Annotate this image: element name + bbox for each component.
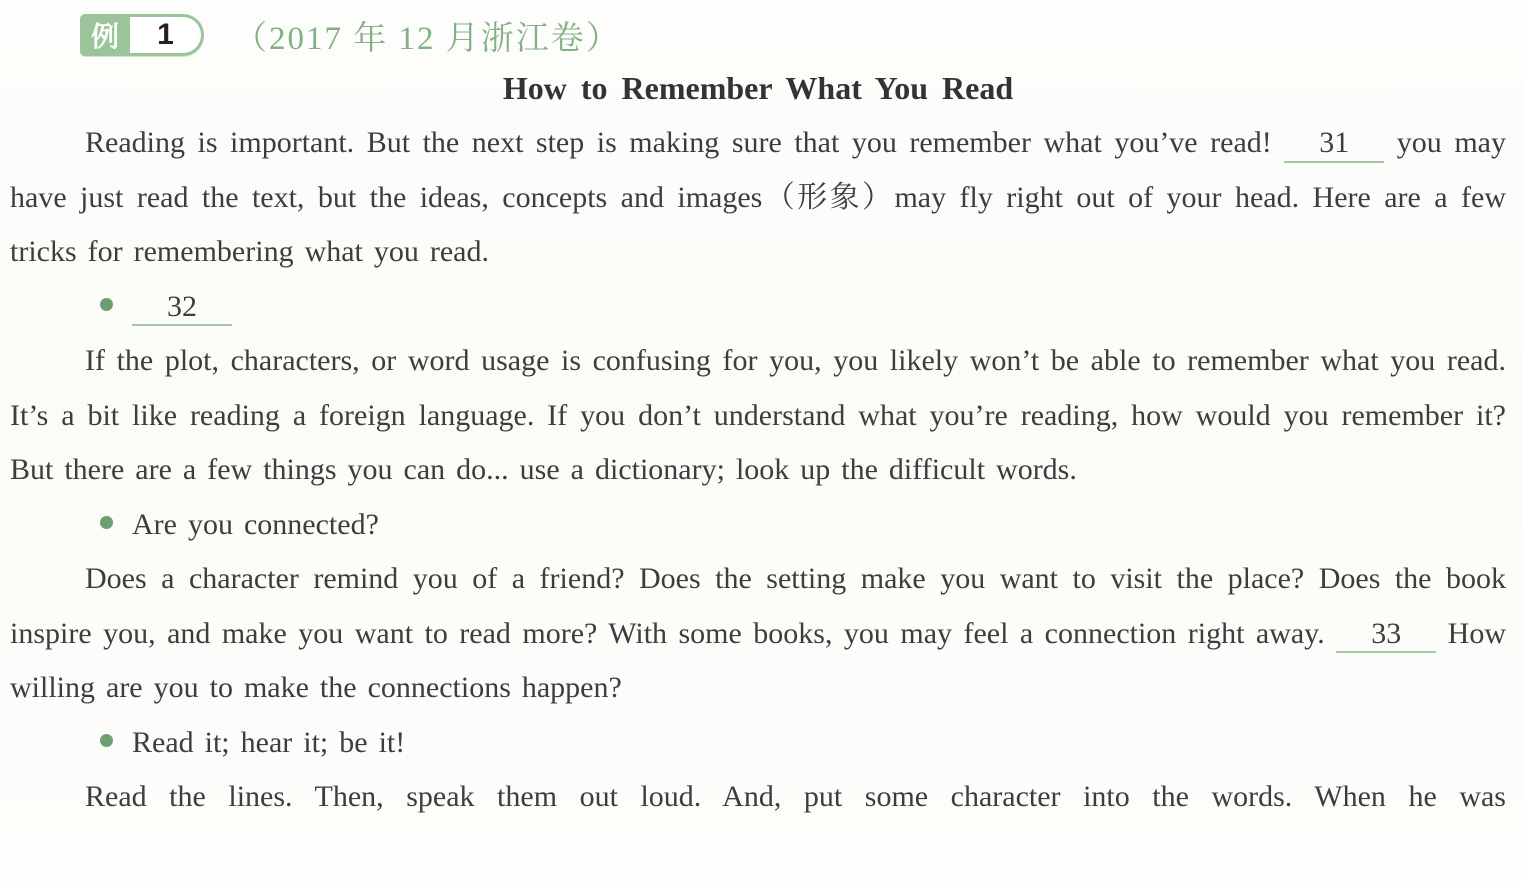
passage-body [10, 116, 1506, 825]
bullet-dot-icon [100, 298, 113, 311]
bullet-dot-icon [100, 734, 113, 747]
passage-paragraph: Reading is important. But the next step is making sure that you remember what you’ve read! 31 you may have just read the text, but the ideas, concepts and images（形象）may fly right out of your head. Here are a few tricks for remembering what you read. [10, 126, 1506, 268]
blank-32: 32 [132, 290, 232, 327]
bullet-dot-icon [100, 516, 113, 529]
example-badge-label: 例 [80, 14, 130, 56]
example-header [80, 10, 1506, 60]
bullet-line: Are you connected? [10, 498, 1506, 553]
passage-paragraph: Read the lines. Then, speak them out loud. And, put some character into the words. When he was [85, 780, 1506, 813]
blank-33: 33 [1336, 617, 1436, 654]
exam-source-label: （2017 年 12 月浙江卷） [234, 20, 621, 57]
example-badge-number: 1 [130, 14, 204, 56]
passage-paragraph: Does a character remind you of a friend? Does the setting make you want to visit the place? Does the book inspire you, and make you want to read more? With some books, you may feel a connection right away. 33 How willing are you to make the connections happen? [10, 562, 1506, 704]
example-badge [80, 14, 204, 56]
passage-paragraph: If the plot, characters, or word usage is confusing for you, you likely won’t be able to remember what you read. It’s a bit like reading a foreign language. If you don’t understand what you’re reading, how would you remember it? But there are a few things you can do... use a dictionary; look up the difficult words. [10, 344, 1506, 486]
bullet-line [10, 280, 1506, 335]
passage-title: How to Remember What You Read [502, 70, 1014, 106]
bullet-line: Read it; hear it; be it! [10, 716, 1506, 771]
blank-31: 31 [1284, 126, 1384, 163]
